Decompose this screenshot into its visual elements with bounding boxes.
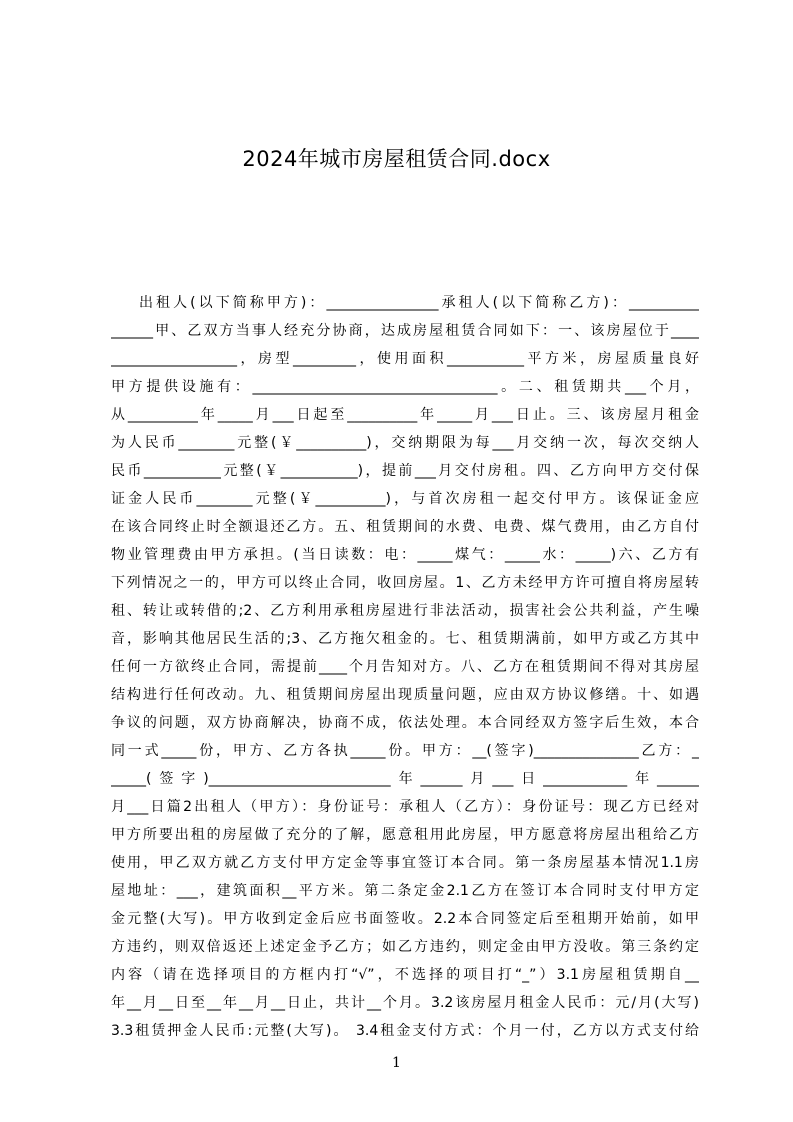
body-line: 出租人(以下简称甲方)：________________承租人(以下简称乙方)：__________ xyxy=(139,295,699,311)
contract-body xyxy=(111,289,699,1045)
body-line: 方违约，则双倍返还上述定金予乙方；如乙方违约，则定金由甲方没收。第三条约定 xyxy=(111,939,699,955)
body-line: 月___日篇2出租人（甲方）：身份证号：承租人（乙方）：身份证号：现乙方已经对 xyxy=(111,799,699,815)
body-line: 屋地址：___，建筑面积__平方米。第二条定金2.1乙方在签订本合同时支付甲方定 xyxy=(111,883,699,899)
body-line: __________________，房型_________，使用面积___________平方米，房屋质量良好 xyxy=(111,351,699,367)
body-line: ______甲、乙双方当事人经充分协商，达成房屋租赁合同如下：一、该房屋位于____ xyxy=(111,323,699,339)
body-line: 证金人民币________元整(￥__________)，与首次房租一起交付甲方。该保证金应 xyxy=(111,491,699,507)
body-line: 甲方所要出租的房屋做了充分的了解，愿意租用此房屋，甲方愿意将房屋出租给乙方 xyxy=(111,827,699,843)
body-line: 年__月__日至__年__月__日止，共计__个月。3.2该房屋月租金人民币：元/月(大写) xyxy=(111,995,699,1011)
body-line: 租、转让或转借的;2、乙方利用承租房屋进行非法活动，损害社会公共利益，产生噪 xyxy=(111,603,699,619)
body-line: 在该合同终止时全额退还乙方。五、租赁期间的水费、电费、煤气费用，由乙方自付 xyxy=(111,519,699,535)
body-line: 为人民币________元整(￥__________)，交纳期限为每___月交纳一次，每次交纳人 xyxy=(111,435,699,451)
body-line: 结构进行任何改动。九、租赁期间房屋出现质量问题，应由双方协议修缮。十、如遇 xyxy=(111,687,699,703)
body-line: 金元整(大写)。甲方收到定金后应书面签收。2.2本合同签定后至租期开始前，如甲 xyxy=(111,911,699,927)
body-line: 音，影响其他居民生活的;3、乙方拖欠租金的。七、租赁期满前，如甲方或乙方其中 xyxy=(111,631,699,647)
body-line: _____(签字)__________________________年______月___日____________年______ xyxy=(111,771,699,787)
body-line: 下列情况之一的，甲方可以终止合同，收回房屋。1、乙方未经甲方许可擅自将房屋转 xyxy=(111,575,699,591)
body-line: 争议的问题，双方协商解决，协商不成，依法处理。本合同经双方签字后生效，本合 xyxy=(111,715,699,731)
body-line: 物业管理费由甲方承担。(当日读数：电：_____煤气：_____水：_____)六、乙方有 xyxy=(111,547,699,563)
body-line: 甲方提供设施有：___________________________________。二、租赁期共___个月， xyxy=(111,379,699,395)
body-line: 同一式_____份，甲方、乙方各执_____份。甲方：__(签字)_______________乙方：_ xyxy=(111,743,699,759)
body-line: 任何一方欲终止合同，需提前____个月告知对方。八、乙方在租赁期间不得对其房屋 xyxy=(111,659,699,675)
document-title: 2024年城市房屋租赁合同.docx xyxy=(242,147,551,171)
body-line: 使用，甲乙双方就乙方支付甲方定金等事宜签订本合同。第一条房屋基本情况1.1房 xyxy=(111,855,699,871)
body-line: 民币___________元整(￥___________)，提前___月交付房租。四、乙方向甲方交付保 xyxy=(111,463,699,479)
body-line: 内容（请在选择项目的方框内打“√”，不选择的项目打“_”）3.1房屋租赁期自__ xyxy=(111,967,699,983)
page-number: 1 xyxy=(392,1055,401,1071)
body-line: 从__________年_____月___日起至__________年_____月___日止。三、该房屋月租金 xyxy=(111,407,699,423)
body-line: 3.3租赁押金人民币:元整(大写)。 3.4租金支付方式：个月一付，乙方以方式支付给 xyxy=(111,1023,699,1039)
